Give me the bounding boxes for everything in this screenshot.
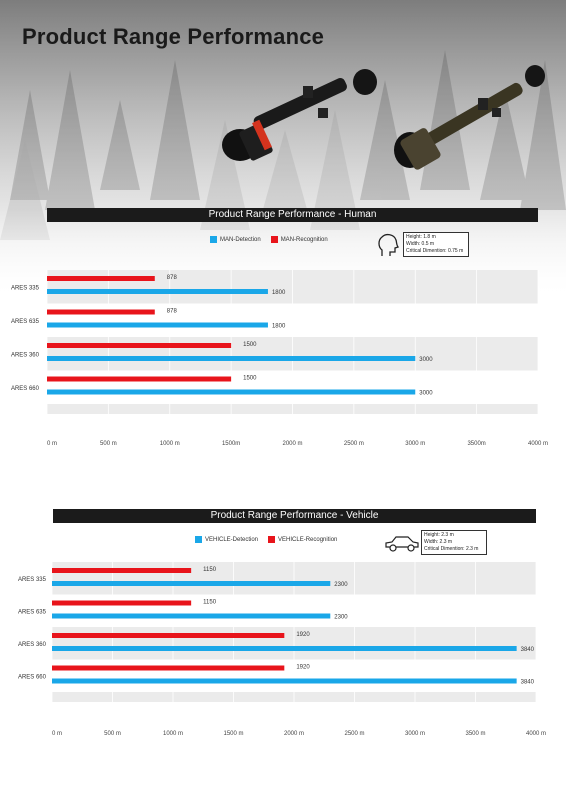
data-label-detection: 1800 <box>271 323 286 330</box>
bar-recognition <box>47 343 231 348</box>
spec-line: Height: 1.8 m <box>406 234 436 240</box>
category-label: ARES 635 <box>17 609 46 616</box>
car-icon <box>384 534 420 554</box>
bar-detection <box>47 390 415 395</box>
category-label: ARES 660 <box>10 385 39 392</box>
data-label-recognition: 878 <box>166 275 177 281</box>
legend-label: MAN-Recognition <box>280 236 328 243</box>
data-label-recognition: 878 <box>166 308 177 315</box>
legend-label: VEHICLE-Detection <box>205 536 259 543</box>
category-label: ARES 360 <box>10 352 39 359</box>
bar-detection <box>52 614 330 619</box>
bar-detection <box>52 581 330 586</box>
spec-line: Critical Dimention: 2.3 m <box>424 546 479 552</box>
page-title: Product Range Performance <box>22 24 325 49</box>
x-tick-label: 2000 m <box>282 441 303 447</box>
x-tick-label: 2500 m <box>343 441 364 447</box>
human-head-icon <box>376 232 400 258</box>
x-tick-label: 1500m <box>221 441 241 447</box>
x-tick-label: 2500 m <box>344 731 365 737</box>
bar-recognition <box>52 601 191 606</box>
x-tick-label: 500 m <box>100 441 117 447</box>
human-range-chart <box>0 262 566 462</box>
bar-recognition <box>47 377 231 382</box>
vehicle-section-header: Product Range Performance - Vehicle <box>53 509 536 523</box>
legend-item-vehicle-recognition <box>268 536 337 543</box>
data-label-recognition: 1500 <box>243 342 257 348</box>
bar-recognition <box>47 310 155 315</box>
bar-recognition <box>52 633 284 638</box>
legend-swatch-detection <box>210 236 217 243</box>
x-tick-label: 0 m <box>47 441 58 447</box>
data-label-detection: 3000 <box>419 390 433 397</box>
category-label: ARES 335 <box>17 576 46 583</box>
vehicle-spec-box <box>421 530 487 555</box>
category-label: ARES 335 <box>10 285 39 292</box>
x-tick-label: 4000 m <box>525 731 547 737</box>
category-label: ARES 635 <box>10 318 39 325</box>
x-tick-label: 3500m <box>467 441 486 447</box>
legend-swatch-recognition <box>271 236 278 243</box>
x-tick-label: 3000 m <box>404 731 426 737</box>
data-label-detection: 2300 <box>334 614 348 621</box>
data-label-detection: 3840 <box>520 679 534 686</box>
bar-detection <box>47 356 415 361</box>
legend-item-vehicle-detection <box>195 536 258 543</box>
legend-swatch-recognition <box>268 536 275 543</box>
hero-banner <box>0 0 566 300</box>
bar-detection <box>47 323 268 328</box>
bar-recognition <box>52 666 284 671</box>
bar-detection <box>52 646 517 651</box>
data-label-recognition: 1920 <box>296 664 310 671</box>
data-label-detection: 3840 <box>520 647 534 653</box>
x-tick-label: 1500 m <box>223 731 244 737</box>
legend-swatch-detection <box>195 536 202 543</box>
spec-line: Height: 2.3 m <box>424 532 454 538</box>
bar-detection <box>47 289 268 294</box>
spec-line: Critical Dimention: 0.75 m <box>406 248 464 254</box>
x-tick-label: 1000 m <box>162 731 184 737</box>
data-label-detection: 2300 <box>334 582 348 588</box>
category-label: ARES 660 <box>17 674 46 681</box>
legend-label: VEHICLE-Recognition <box>278 536 338 543</box>
legend-label: MAN-Detection <box>220 236 261 243</box>
vehicle-legend <box>195 536 347 543</box>
x-tick-label: 3500 m <box>465 731 486 737</box>
data-label-recognition: 1150 <box>203 599 217 606</box>
data-label-recognition: 1150 <box>203 567 217 573</box>
human-section-header: Product Range Performance - Human <box>47 208 538 222</box>
vehicle-range-chart <box>0 556 566 746</box>
spec-line: Width: 2.3 m <box>424 539 453 545</box>
human-spec-box <box>403 232 469 257</box>
bar-recognition <box>52 568 191 573</box>
x-tick-label: 0 m <box>52 731 63 737</box>
human-legend <box>210 236 338 243</box>
data-label-detection: 3000 <box>419 357 433 363</box>
x-tick-label: 1000 m <box>159 441 180 447</box>
bar-detection <box>52 679 517 684</box>
data-label-detection: 1800 <box>271 290 286 296</box>
x-tick-label: 500 m <box>104 731 121 737</box>
x-tick-label: 4000 m <box>527 441 549 447</box>
legend-item-man-recognition <box>271 236 328 243</box>
x-tick-label: 3000 m <box>405 441 426 447</box>
category-label: ARES 360 <box>17 641 46 648</box>
legend-item-man-detection <box>210 236 261 243</box>
data-label-recognition: 1920 <box>296 632 310 638</box>
bar-recognition <box>47 276 155 281</box>
data-label-recognition: 1500 <box>243 375 257 382</box>
spec-line: Width: 0.5 m <box>406 241 435 247</box>
x-tick-label: 2000 m <box>283 731 305 737</box>
